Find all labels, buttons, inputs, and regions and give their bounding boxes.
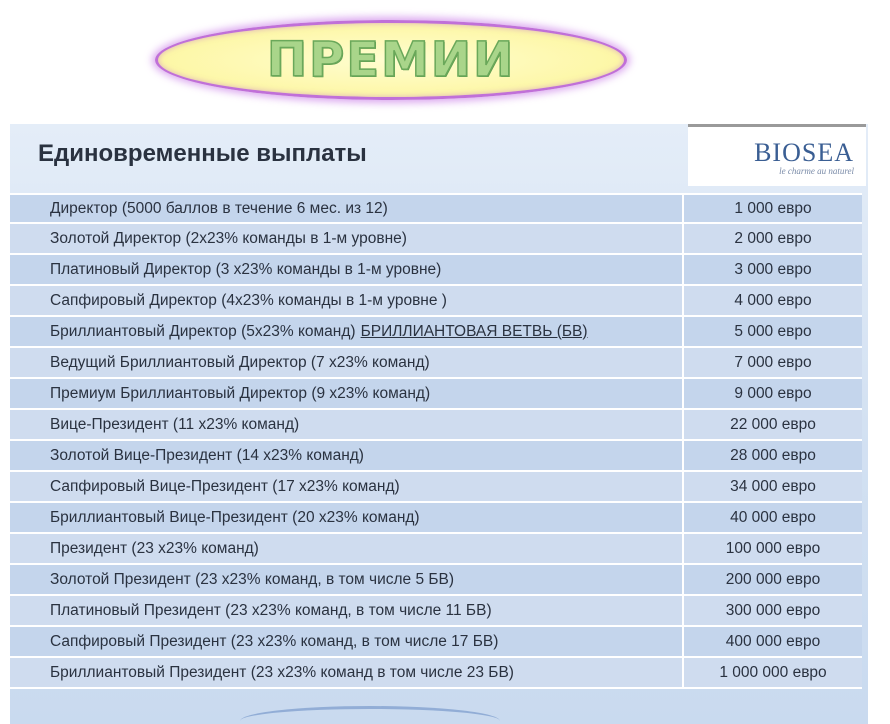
rank-label-cell — [10, 441, 684, 470]
rank-label-cell — [10, 195, 684, 222]
rank-label: Сапфировый Директор (4х23% команды в 1-м уровне ) — [50, 291, 447, 309]
rank-label: Платиновый Президент (23 х23% команд, в том числе 11 БВ) — [50, 601, 492, 619]
logo-wordmark: BIOSEA — [754, 137, 854, 167]
rank-label: Премиум Бриллиантовый Директор (9 х23% команд) — [50, 384, 431, 402]
rank-label: Платиновый Директор (3 х23% команды в 1-м уровне) — [50, 260, 442, 278]
payouts-slide — [10, 124, 868, 724]
rank-label-cell — [10, 472, 684, 501]
rank-label: Бриллиантовый Вице-Президент (20 х23% команд) — [50, 508, 420, 526]
amount-cell: 40 000 евро — [730, 508, 816, 526]
biosea-logo — [688, 124, 866, 186]
amount-cell: 1 000 000 евро — [719, 663, 827, 681]
table-row — [10, 565, 862, 596]
amount-cell: 100 000 евро — [725, 539, 821, 557]
amount-cell: 2 000 евро — [734, 229, 812, 247]
rank-label: Ведущий Бриллиантовый Директор (7 х23% команд) — [50, 353, 430, 371]
diamond-branch-link[interactable]: БРИЛЛИАНТОВАЯ ВЕТВЬ (БВ) — [360, 322, 588, 340]
table-row — [10, 193, 862, 224]
rank-label-cell — [10, 534, 684, 563]
rank-label-cell — [10, 255, 684, 284]
table-row — [10, 472, 862, 503]
banner-title: ПРЕМИИ — [266, 32, 516, 88]
table-row — [10, 596, 862, 627]
rank-label-cell — [10, 410, 684, 439]
table-row — [10, 627, 862, 658]
rank-label: Бриллиантовый Президент (23 х23% команд в том числе 23 БВ) — [50, 663, 514, 681]
table-row — [10, 286, 862, 317]
rank-label-cell — [10, 596, 684, 625]
rank-label: Бриллиантовый Директор (5х23% команд) — [50, 322, 356, 340]
amount-cell: 9 000 евро — [734, 384, 812, 402]
amount-cell: 3 000 евро — [734, 260, 812, 278]
table-row — [10, 255, 862, 286]
rank-label-cell — [10, 317, 684, 346]
rank-label: Вице-Президент (11 х23% команд) — [50, 415, 300, 433]
rank-label-cell — [10, 658, 684, 687]
table-row — [10, 658, 862, 689]
rank-label-cell — [10, 565, 684, 594]
amount-cell: 400 000 евро — [725, 632, 821, 650]
table-row — [10, 503, 862, 534]
slide-title: Единовременные выплаты — [38, 140, 367, 167]
rank-label: Золотой Директор (2х23% команды в 1-м уровне) — [50, 229, 407, 247]
rank-label: Золотой Президент (23 х23% команд, в том числе 5 БВ) — [50, 570, 455, 588]
table-row — [10, 410, 862, 441]
rank-label: Золотой Вице-Президент (14 х23% команд) — [50, 446, 364, 464]
rank-label: Президент (23 х23% команд) — [50, 539, 259, 557]
rank-label-cell — [10, 348, 684, 377]
table-row — [10, 534, 862, 565]
amount-cell: 7 000 евро — [734, 353, 812, 371]
rank-label-cell — [10, 286, 684, 315]
table-row — [10, 348, 862, 379]
logo-tagline: le charme au naturel — [779, 165, 854, 176]
rank-label: Директор (5000 баллов в течение 6 мес. из 12) — [50, 199, 388, 217]
payouts-table — [10, 193, 862, 689]
amount-cell: 34 000 евро — [730, 477, 816, 495]
amount-cell: 22 000 евро — [730, 415, 816, 433]
rank-label-cell — [10, 503, 684, 532]
rank-label-cell — [10, 379, 684, 408]
amount-cell: 4 000 евро — [734, 291, 812, 309]
rank-label-cell — [10, 627, 684, 656]
table-row — [10, 224, 862, 255]
rank-label: Сапфировый Вице-Президент (17 х23% команд) — [50, 477, 400, 495]
table-row — [10, 317, 862, 348]
amount-cell: 200 000 евро — [725, 570, 821, 588]
amount-cell: 5 000 евро — [734, 322, 812, 340]
amount-cell: 1 000 евро — [734, 199, 812, 217]
amount-cell: 28 000 евро — [730, 446, 816, 464]
amount-cell: 300 000 евро — [725, 601, 821, 619]
premii-banner — [155, 20, 627, 100]
table-row — [10, 379, 862, 410]
rank-label: Сапфировый Президент (23 х23% команд, в том числе 17 БВ) — [50, 632, 499, 650]
rank-label-cell — [10, 224, 684, 253]
table-row — [10, 441, 862, 472]
